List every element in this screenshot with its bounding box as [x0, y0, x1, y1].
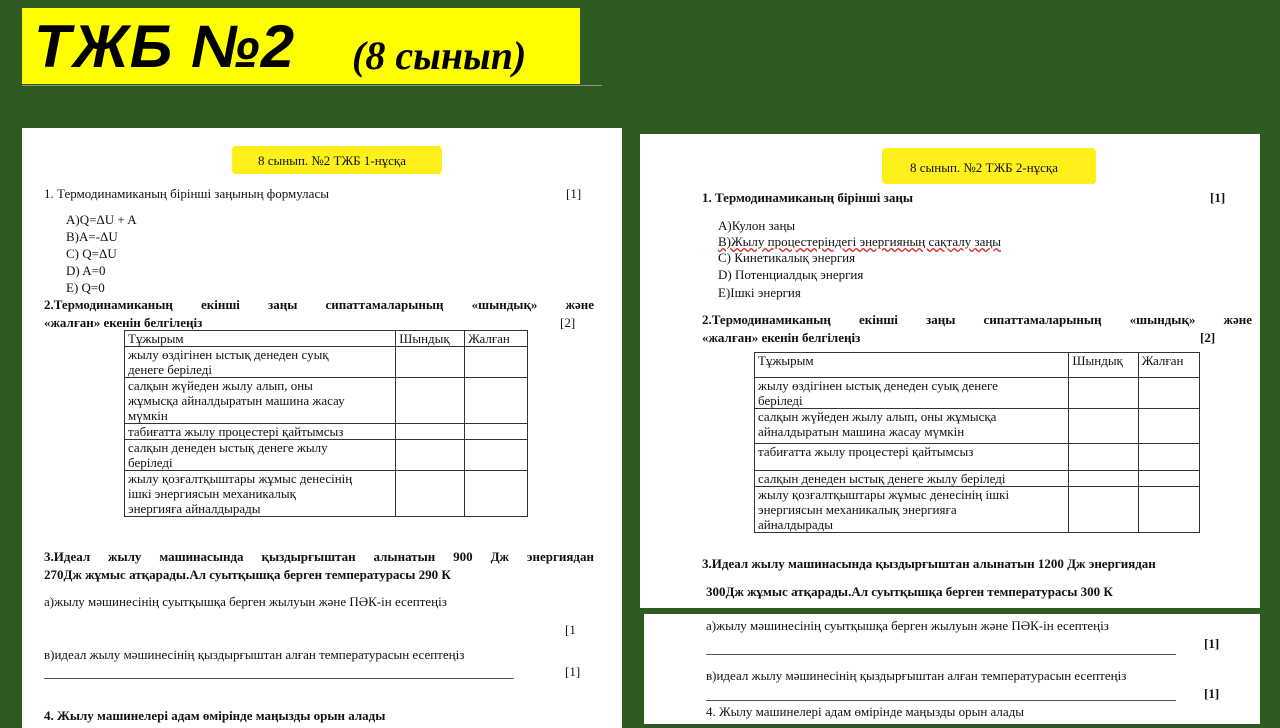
title-divider: [22, 85, 602, 86]
question-3-line1: 3.Идеал жылу машинасында қыздырғыштан алынатын 1200 Дж энергиядан: [702, 556, 1156, 571]
option-b: В)Жылу процестеріндегі энергияның сақталу заңы: [718, 234, 1002, 249]
question-3b-score: [1]: [565, 664, 581, 679]
true-cell[interactable]: [1069, 487, 1138, 533]
variant-1-page: [22, 128, 622, 728]
false-cell[interactable]: [1138, 444, 1199, 471]
false-cell[interactable]: [465, 471, 528, 517]
question-3b: в)идеал жылу мәшинесінің қыздырғыштан алған температурасын есептеңіз: [706, 668, 1127, 683]
true-cell[interactable]: [396, 347, 465, 378]
table-row: жылу өздігінен ыстық денеден суық денеге беріледі: [755, 378, 1200, 409]
false-cell[interactable]: [465, 378, 528, 424]
option-c: C) Q=ΔU: [66, 246, 117, 261]
question-3-line2: 270Дж жұмыс атқарады.Ал суытқышқа берген температурасы 290 К: [44, 567, 451, 582]
table-row: табиғатта жылу процестері қайтымсыз: [125, 424, 528, 440]
table-header-row: [755, 353, 1200, 378]
true-cell[interactable]: [396, 378, 465, 424]
table-row: жылу қозғалтқыштары жұмыс денесінің ішкі энергиясын механикалық энергияға айналдырады: [755, 487, 1200, 533]
true-false-table: [754, 352, 1200, 533]
question-2-line2: «жалған» екенін белгілеңіз: [44, 315, 203, 330]
col-true: Шындық: [396, 331, 465, 347]
question-1: 1. Термодинамиканың бірінші заңы: [702, 190, 914, 205]
variant-2-page: [640, 134, 1260, 608]
option-e: E) Q=0: [66, 280, 105, 295]
question-1-score: [1]: [1210, 190, 1226, 205]
question-4: 4. Жылу машинелері адам өмірінде маңызды орын алады: [706, 704, 1025, 719]
false-cell[interactable]: [1138, 378, 1199, 409]
question-3b-score: [1]: [1204, 686, 1220, 701]
option-e: Е)Ішкі энергия: [718, 285, 801, 300]
question-2-line1: 2.Термодинамиканың екінші заңы сипаттамаларының «шындық» және: [702, 312, 1252, 327]
true-cell[interactable]: [1069, 444, 1138, 471]
false-cell[interactable]: [465, 440, 528, 471]
table-row: салқын денеден ыстық денеге жылу беріледі: [125, 440, 528, 471]
question-3a: а)жылу мәшинесінің суытқышқа берген жылуын және ПӘК-ін есептеңіз: [706, 618, 1109, 633]
table-row: табиғатта жылу процестері қайтымсыз: [755, 444, 1200, 471]
question-3a: а)жылу мәшинесінің суытқышқа берген жылуын және ПӘК-ін есептеңіз: [44, 594, 447, 609]
question-3-line2: 300Дж жұмыс атқарады.Ал суытқышқа берген температурасы 300 К: [706, 584, 1113, 599]
page-title: ТЖБ №2: [34, 13, 296, 80]
question-2-score: [2]: [560, 315, 576, 330]
option-a: A)Q=ΔU + A: [66, 212, 137, 227]
false-cell[interactable]: [1138, 487, 1199, 533]
true-cell[interactable]: [1069, 409, 1138, 444]
false-cell[interactable]: [1138, 471, 1199, 487]
col-statement: Тұжырым: [125, 331, 396, 347]
question-2-line2: «жалған» екенін белгілеңіз: [702, 330, 861, 345]
true-false-table: [124, 330, 528, 517]
table-header-row: [125, 331, 528, 347]
question-3a-score: [1: [565, 622, 576, 637]
table-row: жылу өздігінен ыстық денеден суық денеге беріледі: [125, 347, 528, 378]
true-cell[interactable]: [396, 424, 465, 440]
col-false: Жалған: [1138, 353, 1199, 378]
true-cell[interactable]: [396, 471, 465, 517]
option-d: D) Потенциалдық энергия: [718, 267, 864, 282]
false-cell[interactable]: [1138, 409, 1199, 444]
variant-header: 8 сынып. №2 ТЖБ 1-нұсқа: [258, 153, 407, 168]
col-true: Шындық: [1069, 353, 1138, 378]
answer-line: [44, 678, 514, 679]
true-cell[interactable]: [396, 440, 465, 471]
page-subtitle: (8 сынып): [352, 33, 527, 78]
option-c: С) Кинетикалық энергия: [718, 250, 856, 265]
option-a: А)Кулон заңы: [718, 218, 796, 233]
variant-header: 8 сынып. №2 ТЖБ 2-нұсқа: [910, 160, 1059, 175]
question-2-score: [2]: [1200, 330, 1216, 345]
col-false: Жалған: [465, 331, 528, 347]
false-cell[interactable]: [465, 347, 528, 378]
table-row: салқын жүйеден жылу алып, оны жұмысқа айналдыратын машина жасау мүмкін: [125, 378, 528, 424]
question-2-line1: 2.Термодинамиканың екінші заңы сипаттамаларының «шындық» және: [44, 297, 594, 312]
option-d: D) A=0: [66, 263, 106, 278]
answer-line: [706, 654, 1176, 655]
table-row: салқын жүйеден жылу алып, оны жұмысқа айналдыратын машина жасау мүмкін: [755, 409, 1200, 444]
question-1-score: [1]: [566, 186, 582, 201]
table-row: жылу қозғалтқыштары жұмыс денесінің ішкі энергиясын механикалық энергияға айналдырады: [125, 471, 528, 517]
true-cell[interactable]: [1069, 378, 1138, 409]
false-cell[interactable]: [465, 424, 528, 440]
question-3b: в)идеал жылу мәшинесінің қыздырғыштан алған температурасын есептеңіз: [44, 647, 465, 662]
table-row: салқын денеден ыстық денеге жылу беріледі: [755, 471, 1200, 487]
question-4: 4. Жылу машинелері адам өмірінде маңызды орын алады: [44, 708, 386, 723]
answer-line: [706, 700, 1176, 701]
question-1: 1. Термодинамиканың бірінші заңының формуласы: [44, 186, 329, 201]
question-3-line1: 3.Идеал жылу машинасында қыздырғыштан алынатын 900 Дж энергиядан: [44, 549, 594, 564]
col-statement: Тұжырым: [755, 353, 1069, 378]
option-b: B)A=-ΔU: [66, 229, 118, 244]
true-cell[interactable]: [1069, 471, 1138, 487]
question-3a-score: [1]: [1204, 636, 1220, 651]
variant-2-page-continued: [644, 614, 1260, 724]
